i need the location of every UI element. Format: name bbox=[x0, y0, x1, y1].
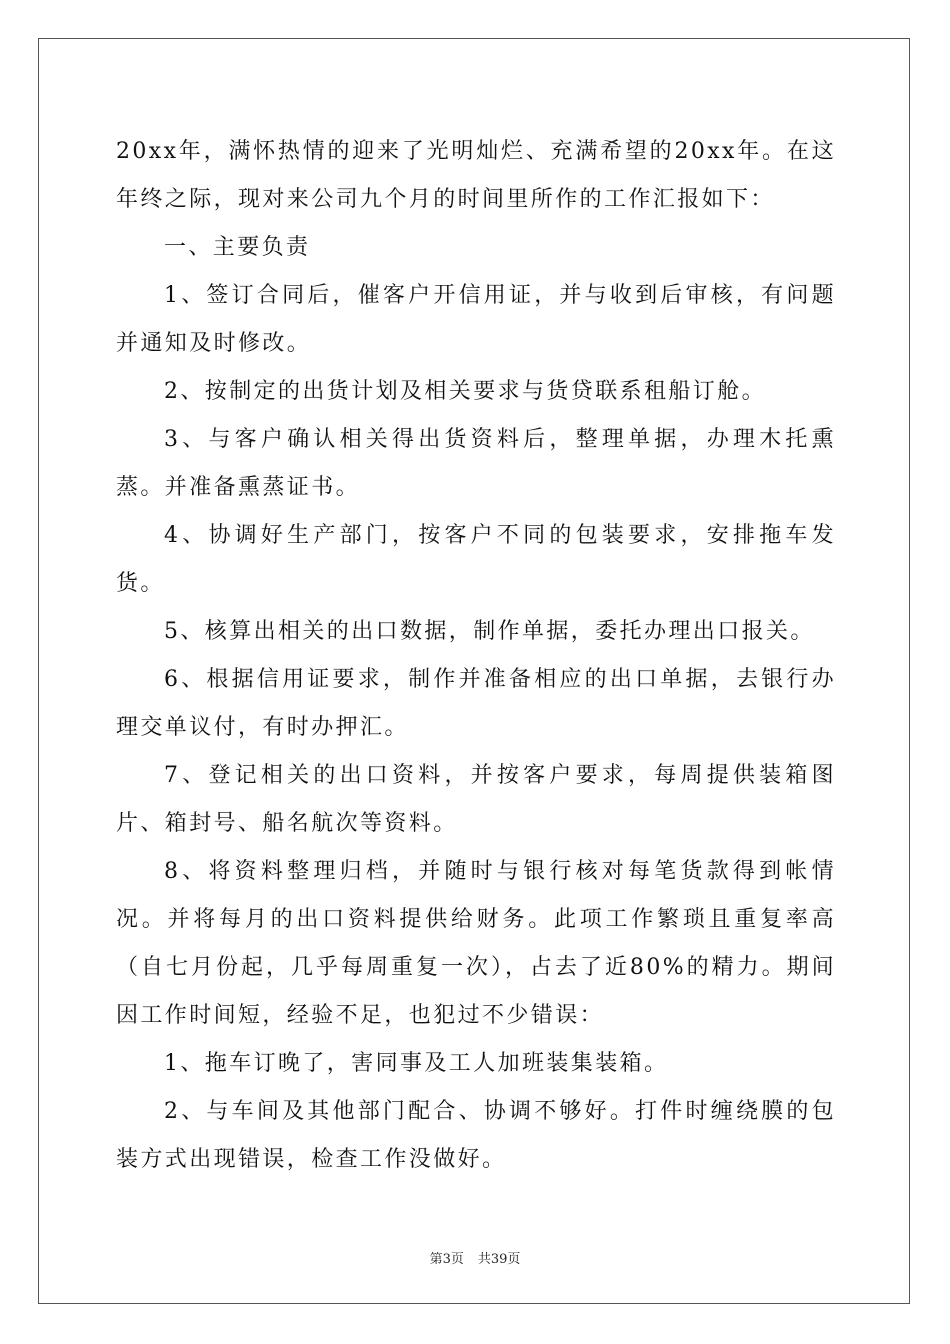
paragraph-intro: 20xx年，满怀热情的迎来了光明灿烂、充满希望的20xx年。在这年终之际，现对来公司九个月的时间里所作的工作汇报如下： bbox=[116, 139, 836, 212]
list-item: 1、签订合同后，催客户开信用证，并与收到后审核，有问题并通知及时修改。 bbox=[116, 283, 836, 356]
list-item: 5、核算出相关的出口数据，制作单据，委托办理出口报关。 bbox=[164, 619, 815, 644]
list-item: 3、与客户确认相关得出货资料后，整理单据，办理木托熏蒸。并准备熏蒸证书。 bbox=[116, 427, 836, 500]
list-item: 1、拖车订晚了，害同事及工人加班装集装箱。 bbox=[164, 1051, 669, 1076]
list-item: 2、与车间及其他部门配合、协调不够好。打件时缠绕膜的包装方式出现错误，检查工作没做好。 bbox=[116, 1099, 836, 1172]
list-item: 4、协调好生产部门，按客户不同的包装要求，安排拖车发货。 bbox=[116, 523, 836, 596]
list-item: 6、根据信用证要求，制作并准备相应的出口单据，去银行办理交单议付，有时办押汇。 bbox=[116, 667, 836, 740]
page-footer bbox=[0, 1248, 950, 1267]
page-number: 第3页 bbox=[429, 1252, 464, 1267]
list-item: 8、将资料整理归档，并随时与银行核对每笔货款得到帐情况。并将每月的出口资料提供给财务。此项工作繁琐且重复率高（自七月份起，几乎每周重复一次），占去了近80%的精力。期间因工作时间短，经验不足，也犯过不少错误： bbox=[116, 859, 836, 1028]
list-item: 7、登记相关的出口资料，并按客户要求，每周提供装箱图片、箱封号、船名航次等资料。 bbox=[116, 763, 836, 836]
page-total: 共39页 bbox=[477, 1252, 521, 1267]
section-heading-main-duties: 一、主要负责 bbox=[164, 235, 311, 260]
document-body bbox=[116, 128, 836, 1184]
list-item: 2、按制定的出货计划及相关要求与货贷联系租船订舱。 bbox=[164, 379, 766, 404]
